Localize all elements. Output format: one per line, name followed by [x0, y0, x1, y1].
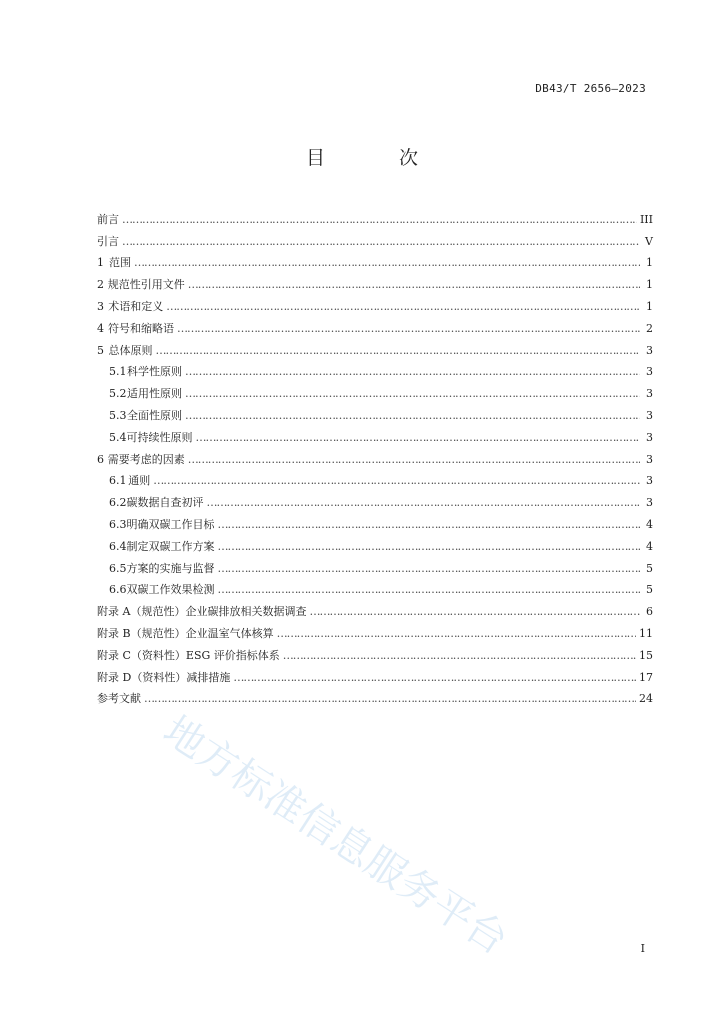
- toc-entry-label: 规范性引用文件: [107, 278, 185, 292]
- toc-entry[interactable]: [97, 401, 653, 423]
- toc-entry-page: 5: [646, 583, 653, 597]
- toc-entry-label: 术语和定义: [108, 299, 164, 313]
- toc-entry-number: 1: [97, 256, 104, 270]
- toc-entry[interactable]: [97, 619, 653, 641]
- appendix-prefix: 附录 B（规范性）: [97, 626, 186, 640]
- toc-leader-dots: [196, 431, 640, 445]
- toc-entry-label: ESG 评价指标体系: [185, 648, 280, 662]
- toc-entry-number: 6.6: [109, 583, 127, 597]
- toc-entry-page: 1: [646, 278, 653, 292]
- toc-entry[interactable]: [97, 576, 653, 598]
- toc-entry-page: 3: [646, 365, 653, 379]
- toc-leader-dots: [218, 540, 641, 554]
- toc-leader-dots: [309, 605, 640, 619]
- toc-leader-dots: [283, 649, 636, 663]
- toc-entry[interactable]: [97, 685, 653, 707]
- toc-entry-page: V: [645, 234, 653, 248]
- toc-entry-label: 通则: [128, 474, 151, 488]
- toc-entry-number: 6.1: [109, 474, 127, 488]
- toc-entry-label: 参考文献: [97, 692, 141, 706]
- toc-entry-page: 3: [646, 408, 653, 422]
- toc-entry-label: 引言: [97, 234, 119, 248]
- toc-entry[interactable]: [97, 641, 653, 663]
- toc-leader-dots: [218, 583, 641, 597]
- table-of-contents: [97, 205, 653, 706]
- toc-entry-number: 5: [97, 343, 104, 357]
- toc-entry[interactable]: [97, 358, 653, 380]
- toc-entry[interactable]: [97, 532, 653, 554]
- toc-leader-dots: [188, 453, 640, 467]
- toc-entry-page: 24: [639, 692, 653, 706]
- toc-entry-label: 双碳工作效果检测: [126, 583, 215, 597]
- toc-entry-label: 前言: [97, 212, 119, 226]
- toc-entry-number: 5.1: [109, 365, 127, 379]
- toc-entry-page: 11: [639, 626, 653, 640]
- toc-leader-dots: [185, 365, 640, 379]
- toc-entry-page: 3: [646, 387, 653, 401]
- toc-entry[interactable]: [97, 554, 653, 576]
- toc-entry-page: 3: [646, 452, 653, 466]
- toc-leader-dots: [233, 671, 636, 685]
- toc-entry[interactable]: [97, 292, 653, 314]
- toc-entry-label: 总体原则: [108, 343, 153, 357]
- toc-entry[interactable]: [97, 205, 653, 227]
- toc-entry-label: 碳数据自查初评: [126, 496, 204, 510]
- toc-entry-page: III: [639, 212, 653, 226]
- toc-entry-page: 3: [646, 343, 653, 357]
- toc-entry[interactable]: [97, 249, 653, 271]
- toc-entry[interactable]: [97, 445, 653, 467]
- toc-leader-dots: [177, 322, 640, 336]
- toc-entry-label: 全面性原则: [126, 408, 182, 422]
- toc-entry-label: 适用性原则: [126, 387, 182, 401]
- toc-entry[interactable]: [97, 663, 653, 685]
- toc-entry-page: 3: [646, 474, 653, 488]
- toc-entry[interactable]: [97, 336, 653, 358]
- toc-entry[interactable]: [97, 379, 653, 401]
- appendix-prefix: 附录 C（资料性）: [97, 648, 186, 662]
- toc-entry-number: 6.3: [109, 517, 127, 531]
- toc-leader-dots: [218, 518, 641, 532]
- toc-entry[interactable]: [97, 467, 653, 489]
- toc-entry[interactable]: [97, 270, 653, 292]
- page-title: 目 次: [305, 147, 453, 169]
- toc-entry-label: 减排措施: [186, 670, 231, 684]
- toc-entry-label: 方案的实施与监督: [126, 561, 215, 575]
- toc-leader-dots: [277, 627, 636, 641]
- toc-entry-page: 1: [646, 299, 653, 313]
- toc-leader-dots: [122, 235, 640, 249]
- toc-leader-dots: [155, 344, 640, 358]
- toc-entry-number: 6.5: [109, 561, 127, 575]
- toc-entry[interactable]: [97, 597, 653, 619]
- toc-entry-page: 5: [646, 561, 653, 575]
- toc-leader-dots: [207, 496, 641, 510]
- watermark: 地方标准信息服务平台: [155, 707, 516, 964]
- page-number: I: [640, 942, 645, 955]
- toc-leader-dots: [134, 256, 640, 270]
- toc-entry-number: 3: [97, 299, 104, 313]
- toc-entry[interactable]: [97, 423, 653, 445]
- toc-entry-label: 科学性原则: [126, 365, 182, 379]
- toc-entry-page: 15: [639, 648, 653, 662]
- toc-entry-page: 4: [646, 539, 653, 553]
- toc-leader-dots: [185, 409, 640, 423]
- toc-leader-dots: [144, 692, 636, 706]
- toc-entry-number: 5.2: [109, 387, 127, 401]
- toc-entry-label: 符号和缩略语: [107, 321, 174, 335]
- toc-entry-number: 6.2: [109, 496, 127, 510]
- toc-entry[interactable]: [97, 488, 653, 510]
- toc-entry-number: 6.4: [109, 539, 127, 553]
- toc-entry-label: 范围: [108, 256, 131, 270]
- toc-entry-label: 明确双碳工作目标: [126, 517, 215, 531]
- toc-entry[interactable]: [97, 227, 653, 249]
- toc-entry-page: 3: [646, 430, 653, 444]
- toc-leader-dots: [122, 213, 637, 227]
- document-code: DB43/T 2656—2023: [535, 82, 646, 95]
- appendix-prefix: 附录 D（资料性）: [97, 670, 187, 684]
- toc-entry-label: 可持续性原则: [126, 430, 193, 444]
- toc-entry-label: 需要考虑的因素: [107, 452, 185, 466]
- appendix-prefix: 附录 A（规范性）: [97, 605, 186, 619]
- toc-entry-label: 企业温室气体核算: [185, 626, 274, 640]
- toc-leader-dots: [218, 562, 641, 576]
- toc-entry-label: 制定双碳工作方案: [126, 539, 215, 553]
- toc-entry[interactable]: [97, 510, 653, 532]
- toc-entry[interactable]: [97, 314, 653, 336]
- toc-leader-dots: [166, 300, 640, 314]
- toc-entry-number: 4: [97, 321, 104, 335]
- toc-entry-page: 2: [646, 321, 653, 335]
- toc-entry-number: 2: [97, 278, 104, 292]
- toc-leader-dots: [188, 278, 640, 292]
- toc-entry-page: 6: [646, 605, 653, 619]
- toc-entry-number: 5.4: [109, 430, 127, 444]
- toc-entry-page: 1: [646, 256, 653, 270]
- toc-entry-label: 企业碳排放相关数据调查: [185, 605, 307, 619]
- toc-leader-dots: [153, 474, 640, 488]
- toc-entry-number: 6: [97, 452, 104, 466]
- toc-entry-page: 17: [639, 670, 653, 684]
- toc-leader-dots: [185, 387, 640, 401]
- toc-entry-number: 5.3: [109, 408, 127, 422]
- toc-entry-page: 3: [646, 496, 653, 510]
- toc-entry-page: 4: [646, 517, 653, 531]
